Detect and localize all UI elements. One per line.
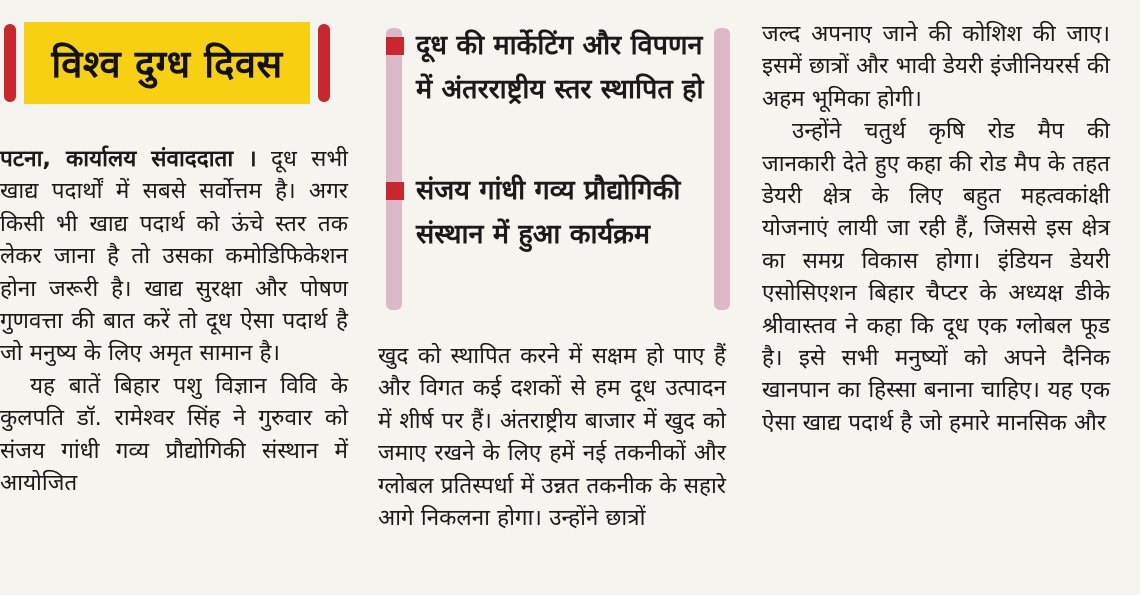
column-1-paragraph-2: यह बातें बिहार पशु विज्ञान विवि के कुलपति डॉ. रामेश्वर सिंह ने गुरुवार को संजय गांधी गव्य प्रौद्योगिकी संस्थान में आयोजित	[0, 372, 348, 497]
masthead	[4, 22, 330, 104]
column-3-paragraph-2: उन्होंने चतुर्थ कृषि रोड मैप की जानकारी देते हुए कहा की रोड मैप के तहत डेयरी क्षेत्र के लिए बहुत महत्वकांक्षी योजनाएं लायी जा रही हैं, जिससे इस क्षेत्र का समग्र विकास होगा। इंडियन डेयरी एसोसिएशन बिहार चैप्टर के अध्यक्ष डीके श्रीवास्तव ने कहा कि दूध एक ग्लोबल फूड है। इसे सभी मनुष्यों को अपने दैनिक खानपान का हिस्सा बनाना चाहिए। यह एक ऐसा खाद्य पदार्थ है जो हमारे मानसिक और	[762, 118, 1110, 436]
highlights-right-strip	[714, 28, 730, 310]
column-3-paragraph-1: जल्द अपनाए जाने की कोशिश की जाए। इसमें छात्रों और भावी डेयरी इंजीनियरर्स की अहम भूमिका होगी।	[762, 21, 1110, 112]
column-2-text: खुद को स्थापित करने में सक्षम हो पाए हैं और विगत कई दशकों से हम दूध उत्पादन में शीर्ष पर हैं। अंतराष्ट्रीय बाजार में खुद को जमाए रखने के लिए हमें नई तकनीकों और ग्लोबल प्रतिस्पर्धा में उन्नत तकनीक के सहारे आगे निकलना होगा। उन्होंने छात्रों	[378, 343, 726, 532]
masthead-box	[24, 22, 310, 104]
masthead-left-bar	[4, 24, 16, 102]
column-3-text	[762, 18, 1110, 439]
highlights-box	[378, 22, 730, 310]
column-1-para-1-text: दूध सभी खाद्य पदार्थों में सबसे सर्वोत्तम है। अगर किसी भी खाद्य पदार्थ को ऊंचे स्तर तक लेकर जाना है तो उसका कमोडिफिकेशन होना जरूरी है। खाद्य सुरक्षा और पोषण गुणवत्ता की बात करें तो दूध ऐसा पदार्थ है जो मनुष्य के लिए अमृत सामान है।	[0, 146, 349, 367]
highlight-item	[416, 169, 716, 257]
column-1	[0, 0, 355, 595]
column-2	[378, 0, 730, 595]
highlight-item	[416, 24, 716, 112]
bullet-square-icon	[386, 37, 404, 55]
dateline: पटना, कार्यालय संवाददाता ।	[0, 146, 257, 172]
masthead-title: विश्व दुग्ध दिवस	[51, 42, 283, 86]
column-1-paragraph-1	[0, 143, 348, 370]
masthead-right-bar	[318, 24, 330, 102]
bullet-square-icon	[386, 182, 404, 200]
highlight-text: संजय गांधी गव्य प्रौद्योगिकी संस्थान में हुआ कार्यक्रम	[416, 175, 681, 250]
column-3	[762, 0, 1140, 595]
highlight-text: दूध की मार्केटिंग और विपणन में अंतरराष्ट्रीय स्तर स्थापित हो	[416, 30, 704, 105]
column-1-text	[0, 143, 348, 499]
highlights-left-strip	[386, 28, 402, 310]
